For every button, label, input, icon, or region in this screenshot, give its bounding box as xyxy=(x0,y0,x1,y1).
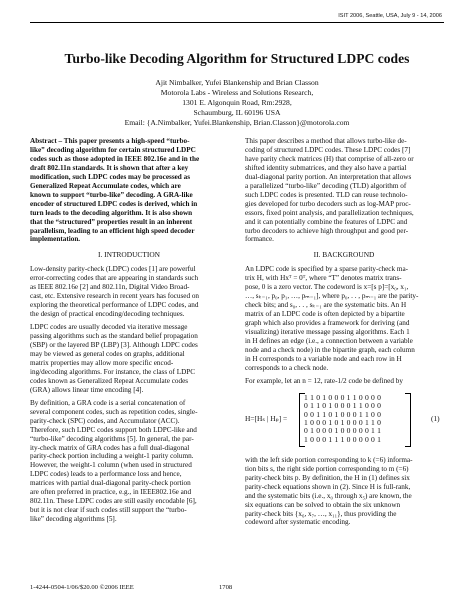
text-line: error-correcting codes that are appearing in standards such xyxy=(30,274,199,283)
text-line: pose, 0 is a zero vector. The codeword is x=[s p]=[x₀, x₁, xyxy=(245,283,409,292)
text-line: parity-check portion including a weight-1 parity column. xyxy=(30,452,194,461)
author-email: Email: {A.Nimbalker, Yufei.Blankenship, Brian.Classon}@motorola.com xyxy=(124,118,350,127)
text-line: and the systematic bits (i.e., x₀ through x₅) are known, the xyxy=(245,491,412,500)
intro-paragraph-3 xyxy=(30,399,228,524)
text-line: have parity check matrices (H) that comprise of all-zero or xyxy=(245,154,414,163)
abstract-line: Generalized Repeat Accumulate codes, which are xyxy=(30,181,181,190)
text-line: in H corresponds to a variable node and each row in H xyxy=(245,354,402,363)
text-line: visualizing) iterative message passing algorithms. Each 1 xyxy=(245,328,410,337)
text-line: node and a check node) in the bipartite graph, each column xyxy=(245,345,415,354)
section-heading-introduction: I. INTRODUCTION xyxy=(98,251,160,260)
abstract-line: known to support “turbo-like” decoding. A GRA-like xyxy=(30,190,193,199)
abstract-line: modification, such LDPC codes may be processed as xyxy=(30,172,190,181)
left-column xyxy=(30,137,228,524)
abstract-line: like” decoding algorithm for certain structured LDPC xyxy=(30,145,196,154)
text-line: trix H, with Hxᵀ = 0ᵀ, where “T” denotes matrix trans- xyxy=(245,274,402,283)
text-line: several component codes, such as repetition codes, single- xyxy=(30,407,198,416)
text-line: turbo decoders to achieve high throughput and good per- xyxy=(245,226,409,235)
text-line: 802.11n. These LDPC codes are still easily encodable [6], xyxy=(30,497,197,506)
matrix-row: 1 1 0 1 0 0 0 1 1 0 0 0 0 xyxy=(304,392,382,402)
text-line: matrix of an LDPC code is often depicted by a bipartite xyxy=(245,310,405,319)
text-line: By definition, a GRA code is a serial concatenation of xyxy=(30,398,186,407)
matrix-right-bracket xyxy=(405,393,411,447)
text-line: corresponds to a check node. xyxy=(245,363,329,372)
text-line: parity-check bits {x₆, x₇, …, x₁₁}, thus providing the xyxy=(245,509,397,518)
text-line: ity-check matrix of GRA codes has a full dual-diagonal xyxy=(30,443,190,452)
text-line: essors, fixed point analysis, and parallelization techniques, xyxy=(245,208,414,217)
intro-paragraph-1 xyxy=(30,265,228,319)
abstract-line: parallelism, leading to an efficient high speed decoder xyxy=(30,226,195,235)
section-heading-background: II. BACKGROUND xyxy=(313,251,375,260)
abstract-line: implementation. xyxy=(30,235,81,244)
equation-number: (1) xyxy=(431,413,440,423)
matrix-label: H=[Hₛ | Hₚ] = xyxy=(245,413,288,423)
text-line: An LDPC code is specified by a sparse parity-check ma- xyxy=(245,265,409,274)
text-line: This paper describes a method that allows turbo-like de- xyxy=(245,137,407,145)
text-line: are often preferred in practice, e.g., in IEEE802.16e and xyxy=(30,488,192,497)
text-line: ing/decoding algorithms. For instance, the class of LDPC xyxy=(30,367,196,376)
author-address-line2: Schaumburg, IL 60196 USA xyxy=(193,108,281,117)
text-line: (GRA) allows linear time encoding [4]. xyxy=(30,385,144,394)
text-line: Low-density parity-check (LDPC) codes [1] are powerful xyxy=(30,265,196,274)
text-line: codes known as Generalized Repeat Accumulate codes xyxy=(30,376,189,385)
text-line: as IEEE 802.16e [2] and 802.11n, Digital Video Broad- xyxy=(30,283,190,292)
text-line: such LDPC codes is presented. TLD can reuse technolo- xyxy=(245,190,408,199)
text-line: parity-check equations shown in (2). Since H is full-rank, xyxy=(245,482,411,491)
background-paragraph-1 xyxy=(245,265,443,372)
text-line: …, sₖ₋₁, p₀, p₁, …, pₘ₋₁], where p₀, . . , pₘ₋₁ are the parity- xyxy=(245,292,419,301)
abstract-line: codes such as those adopted in IEEE 802.16e and in the xyxy=(30,154,200,163)
text-line: “turbo-like” decoding algorithms [5]. In general, the par- xyxy=(30,434,194,443)
text-line: cast, etc. Extensive research in recent years has focused on xyxy=(30,292,200,301)
header-rule xyxy=(30,22,444,23)
text-line: LDPC codes) leads to a performance loss and hence, xyxy=(30,470,182,479)
background-paragraph-2 xyxy=(245,456,443,528)
text-line: shifted identity submatrices, and they also have a partial xyxy=(245,163,407,172)
text-line: passing algorithms such as the standard belief propagation xyxy=(30,332,198,341)
text-line: check bits; and s₀, . . , sₖ₋₁ are the systematic bits. An H xyxy=(245,301,407,310)
text-line: dual-diagonal parity portion. An interpretation that allows xyxy=(245,172,412,181)
author-address-line1: 1301 E. Algonquin Road, Rm:2928, xyxy=(182,98,292,107)
matrix-row: 1 0 0 0 1 1 1 0 0 0 0 0 1 xyxy=(304,434,382,444)
matrix-row: 0 0 1 1 0 1 0 0 0 1 1 0 0 xyxy=(304,409,382,419)
text-line: (SBP) or the layered BP (LBP) [3]. Although LDPC codes xyxy=(30,341,198,350)
text-line: may be viewed as general codes on graphs, additional xyxy=(30,349,185,358)
author-names: Ajit Nimbalker, Yufei Blankenship and Brian Classon xyxy=(155,78,319,87)
author-org: Motorola Labs - Wireless and Solutions Research, xyxy=(160,88,314,97)
matrix-row: 0 1 1 0 1 0 0 0 1 1 0 0 0 xyxy=(304,401,382,411)
text-line: gies developed for turbo decoders such as log-MAP proc- xyxy=(245,199,411,208)
text-line: formance. xyxy=(245,235,274,244)
conference-header: ISIT 2006, Seattle, USA, July 9 - 14, 2006 xyxy=(338,13,442,19)
abstract-line: Abstract – This paper presents a high-speed “turbo- xyxy=(30,137,190,145)
text-line: like” decoding algorithms [5]. xyxy=(30,515,117,524)
text-line: tion bits s, the right side portion corresponding to m (=6) xyxy=(245,464,409,473)
text-line: parity-check bits p. By definition, the H in (1) defines six xyxy=(245,473,410,482)
abstract-line: that the “structured” properties result in an inherent xyxy=(30,217,193,226)
text-line: However, the weight-1 column (when used in structured xyxy=(30,461,192,470)
abstract-line: draft 802.11n standards. It is shown that after a key xyxy=(30,163,189,172)
text-line: six equations can be solved to obtain the six unknown xyxy=(245,500,401,509)
abstract-line: encoder of structured LDPC codes is derived, which in xyxy=(30,199,198,208)
text-line: matrices with partial dual-diagonal parity-check portion xyxy=(30,479,191,488)
text-line: LDPC codes are usually decoded via iterative message xyxy=(30,323,188,332)
text-line: codeword after systematic encoding. xyxy=(245,518,351,527)
page-number: 1708 xyxy=(219,584,233,591)
text-line: Therefore, such LDPC codes support both LDPC-like and xyxy=(30,425,197,434)
text-line: matrix properties may allow more specific encod- xyxy=(30,358,174,367)
matrix-body xyxy=(304,394,381,444)
intro-paragraph-2 xyxy=(30,323,228,395)
text-line: with the left side portion corresponding to k (=6) informa- xyxy=(245,455,413,464)
matrix-row: 1 0 0 0 1 0 1 0 0 0 1 1 0 xyxy=(304,418,382,427)
text-line: a parallelized “turbo-like” decoding (TLD) algorithm of xyxy=(245,181,407,190)
text-line: coding of structured LDPC codes. These LDPC codes [7] xyxy=(245,145,411,154)
text-line: in H defines an edge (i.e., a connection between a variable xyxy=(245,337,413,346)
text-line: exploring the theoretical performance of LDPC codes, and xyxy=(30,301,199,310)
abstract-line: turn leads to the decoding algorithm. It is also shown xyxy=(30,208,193,217)
text-line: the design of practical encoding/decoding techniques. xyxy=(30,310,185,319)
example-line: For example, let an n = 12, rate-1/2 code be defined by xyxy=(245,376,403,385)
matrix-row: 0 1 0 0 0 1 0 0 0 0 0 1 1 xyxy=(304,426,382,436)
abstract xyxy=(30,137,228,244)
paper-title: Turbo-like Decoding Algorithm for Structured LDPC codes xyxy=(64,51,410,66)
matrix-equation xyxy=(245,390,443,452)
text-line: but it is not clear if such codes still support the “turbo- xyxy=(30,506,187,515)
text-line: parity-check (SPC) codes, and Accumulator (ACC). xyxy=(30,416,180,425)
footer-copyright: 1-4244-0504-1/06/$20.00 ©2006 IEEE xyxy=(30,584,134,591)
right-column xyxy=(245,137,443,527)
text-line: and it can potentially combine the features of LDPC and xyxy=(245,217,408,226)
text-line: graph which also provides a framework for deriving (and xyxy=(245,319,410,328)
intro-paragraph-4 xyxy=(245,137,443,244)
